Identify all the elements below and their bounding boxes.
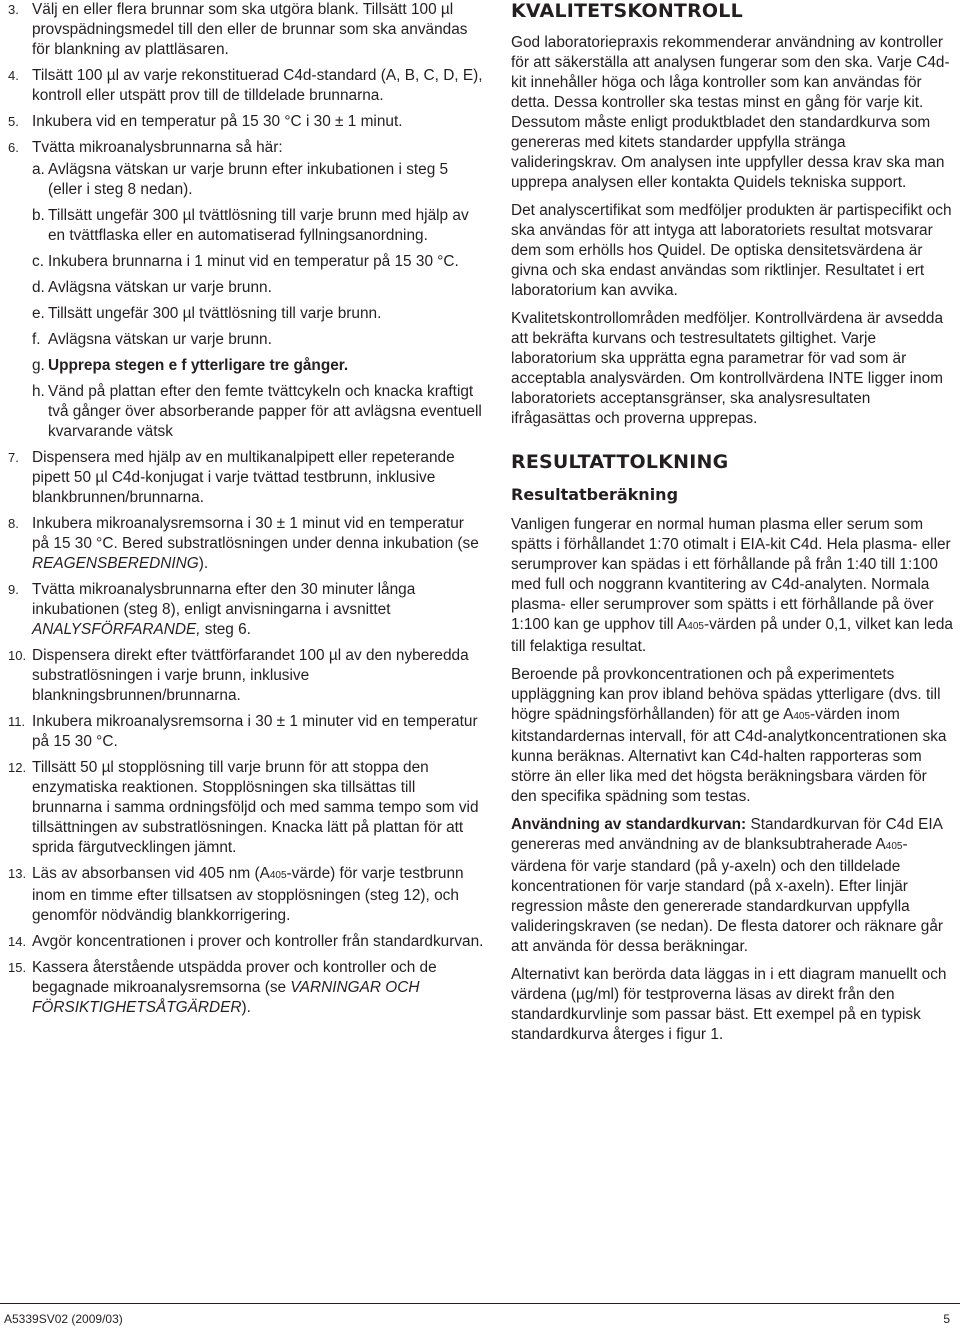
- substep-text: Tillsätt ungefär 300 µl tvättlösning till varje brunn.: [48, 305, 382, 322]
- subscript-405: 405: [885, 841, 903, 852]
- step-number: 3.: [8, 2, 19, 17]
- section-title-resultattolkning: RESULTATTOLKNING: [511, 451, 729, 473]
- step-6: [8, 138, 484, 158]
- step-14: [8, 932, 484, 952]
- step-text: Dispensera med hjälp av en multikanalpipett eller repeterande pipett 50 µl C4d-konjugat i varje tvättad testbrunn, inklusive blankbrunnen/brunnarna.: [32, 449, 455, 506]
- reference-analysforfarande: ANALYSFÖRFARANDE,: [32, 621, 201, 638]
- step-number: 15.: [8, 960, 27, 975]
- substep-letter: g.: [32, 357, 45, 374]
- result-paragraph-4: Alternativt kan berörda data läggas in i ett diagram manuellt och värdena (µg/ml) för testproverna läsas av direkt från den standardkurvlinje som passar bäst. Ett exempel på en typisk standardkurva återges i figur 1.: [511, 966, 947, 1043]
- step-number: 5.: [8, 114, 19, 129]
- paragraph-text-tail: -värden inom kitstandardernas intervall, för att C4d-analytkoncentrationen ska kunna beräknas. Alternativt kan C4d-halten rapporteras som större än eller lika med det högsta beräkningsbara värden för den specifika spädning som testas.: [511, 706, 947, 805]
- substep-letter: d.: [32, 279, 45, 296]
- step-13: [8, 864, 484, 926]
- step-text-tail: -värde) för varje testbrunn inom en timme efter tillsatsen av stopplösningen (steg 12), och genomför nödvändig blankkorrigering.: [32, 865, 464, 924]
- step-text-tail: ).: [241, 999, 251, 1016]
- footer-divider: [0, 1303, 960, 1304]
- substep-letter: a.: [32, 161, 45, 178]
- step-number: 14.: [8, 934, 27, 949]
- step-text: Välj en eller flera brunnar som ska utgöra blank. Tillsätt 100 µl provspädningsmedel till den eller de brunnar som ska användas för blankning av plattläsaren.: [32, 1, 468, 58]
- step-text-tail: ).: [198, 555, 209, 572]
- step-number: 9.: [8, 582, 19, 597]
- kvalitet-paragraph-2: Det analyscertifikat som medföljer produkten är partispecifikt och ska användas för att intyga att laboratoriets resultat motsvarar dem som erhölls hos Quidel. De optiska densitetsvärdena är givna och ska endast användas som riktlinjer. Resultatet i ert laboratorium kan avvika.: [511, 202, 952, 299]
- step-number: 13.: [8, 866, 27, 881]
- substep-text: Avlägsna vätskan ur varje brunn.: [48, 331, 272, 348]
- footer-document-code: A5339SV02 (2009/03): [4, 1312, 123, 1326]
- paragraph-lead-bold: Användning av standardkurvan:: [511, 816, 747, 833]
- substep-6h: [8, 382, 484, 442]
- step-4: [8, 66, 484, 106]
- step-number: 6.: [8, 140, 19, 155]
- step-10: [8, 646, 484, 706]
- substep-text: Avlägsna vätskan ur varje brunn efter inkubationen i steg 5 (eller i steg 8 nedan).: [48, 161, 449, 198]
- subscript-405: 405: [269, 870, 287, 881]
- step-text: Kassera återstående utspädda prover och kontroller och de begagnade mikroanalysremsorna (se: [32, 959, 437, 996]
- reference-reagensberedning: REAGENSBEREDNING: [32, 555, 199, 572]
- substep-letter: f.: [32, 331, 41, 348]
- paragraph-text-tail: -värdena för varje standard (på y-axeln) och den tilldelade koncentrationen för varje standard (på x-axeln). Efter linjär regression måste den genererade standardkurvan uppfylla valideringskraven (se nedan). De flesta datorer och räknare går att använda för dessa beräkningar.: [511, 836, 944, 955]
- substep-letter: h.: [32, 383, 45, 400]
- step-text: Tillsätt 50 µl stopplösning till varje brunn för att stoppa den enzymatiska reaktionen. Stopplösningen ska tillsättas till brunnarna i samma ordningsföljd och med samma tempo som vid tillsättningen av substratlösningen. Knacka lätt på plattan för att sprida färgutvecklingen jämnt.: [32, 759, 479, 856]
- substep-text: Tillsätt ungefär 300 µl tvättlösning till varje brunn med hjälp av en tvättflaska eller en automatiserad fyllningsanordning.: [48, 207, 469, 244]
- step-7: [8, 448, 484, 508]
- step-text: Tilsätt 100 µl av varje rekonstituerad C4d-standard (A, B, C, D, E), kontroll eller utspätt prov till de tilldelade brunnarna.: [32, 67, 483, 104]
- step-12: [8, 758, 484, 858]
- result-paragraph-3: [511, 815, 953, 957]
- substep-6b: [8, 206, 484, 246]
- step-11: [8, 712, 484, 752]
- section-title-kvalitetskontroll: KVALITETSKONTROLL: [511, 0, 743, 22]
- step-number: 4.: [8, 68, 19, 83]
- subscript-405: 405: [687, 621, 704, 632]
- reference-varningar: VARNINGAR OCH FÖRSIKTIGHETSÅTGÄRDER: [32, 979, 420, 1016]
- step-text: Läs av absorbansen vid 405 nm (A: [32, 865, 270, 882]
- paragraph-text-tail: -värden på under 0,1, vilket kan leda till felaktiga resultat.: [511, 616, 953, 655]
- substep-text: Inkubera brunnarna i 1 minut vid en temperatur på 15 30 °C.: [48, 253, 459, 270]
- paragraph-text: Standardkurvan för C4d EIA genereras med användning av de blanksubtraherade A: [511, 816, 943, 853]
- substep-6c: [8, 252, 484, 272]
- subscript-405: 405: [793, 711, 811, 722]
- step-number: 12.: [8, 760, 27, 775]
- step-8: [8, 514, 484, 574]
- step-text: Inkubera mikroanalysremsorna i 30 ± 1 minut vid en temperatur på 15 30 °C. Bered substratlösningen under denna inkubation (se: [32, 515, 479, 552]
- left-column: [8, 0, 484, 1024]
- step-text: Tvätta mikroanalysbrunnarna så här:: [32, 139, 283, 156]
- step-9: [8, 580, 484, 640]
- step-number: 10.: [8, 648, 27, 663]
- right-column: [511, 0, 953, 1053]
- subsection-title-resultatberakning: Resultatberäkning: [511, 485, 679, 504]
- substep-letter: e.: [32, 305, 45, 322]
- step-number: 8.: [8, 516, 19, 531]
- step-text: Avgör koncentrationen i prover och kontroller från standardkurvan.: [32, 933, 484, 950]
- step-number: 11.: [8, 714, 26, 729]
- substep-6g: [8, 356, 484, 376]
- substep-6d: [8, 278, 484, 298]
- step-15: [8, 958, 484, 1018]
- kvalitet-paragraph-1: God laboratoriepraxis rekommenderar användning av kontroller för att säkerställa att analysen fungerar som den ska. Varje C4d-kit innehåller höga och låga kontroller som kan användas för detta. Dessa kontroller ska testas minst en gång för varje kit. Dessutom måste enligt produktbladet den standardkurva som genereras med kitets standarder uppfylla stränga valideringskrav. Om analysen inte uppfyller dessa krav ska man upprepa analysen eller kontakta Quidels tekniska support.: [511, 34, 950, 191]
- step-5: [8, 112, 484, 132]
- paragraph-text: Beroende på provkoncentrationen och på experimentets uppläggning kan prov ibland behöva spädas ytterligare (dvs. till högre spädningsförhållanden) för att ge A: [511, 666, 941, 723]
- step-number: 7.: [8, 450, 19, 465]
- kvalitet-paragraph-3: Kvalitetskontrollområden medföljer. Kontrollvärdena är avsedda att bekräfta kurvans och testresultatets giltighet. Varje laboratorium ska upprätta egna parametrar för vad som är acceptabla analysvärden. Om kontrollvärdena INTE ligger inom laboratoriets acceptansgränser, ska analysresultaten ifrågasättas och proverna upprepas.: [511, 310, 944, 427]
- substep-text: Upprepa stegen e f ytterligare tre gånger.: [48, 357, 349, 374]
- step-text: Dispensera direkt efter tvättförfarandet 100 µl av den nyberedda substratlösningen i varje brunn, inklusive blankningsbrunnen/brunnarna.: [32, 647, 469, 704]
- paragraph-text: Vanligen fungerar en normal human plasma eller serum som spätts i förhållandet 1:70 otimalt i EIA-kit C4d. Hela plasma- eller serumprover kan spädas i ett förhållande på från 1:40 till 1:100 med full och noggrann kvantitering av C4d-analyten. Normala plasma- eller serumprover som spätts i ett förhållande på över 1:100 kan ge upphov till A: [511, 516, 951, 633]
- step-text: Inkubera vid en temperatur på 15 30 °C i 30 ± 1 minut.: [32, 113, 403, 130]
- substep-6a: [8, 160, 484, 200]
- result-paragraph-1: [511, 515, 953, 657]
- substep-6f: [8, 330, 484, 350]
- step-text: Tvätta mikroanalysbrunnarna efter den 30 minuter långa inkubationen (steg 8), enligt anvisningarna i avsnittet: [32, 581, 416, 618]
- step-3: [8, 0, 484, 60]
- substep-text: Avlägsna vätskan ur varje brunn.: [48, 279, 272, 296]
- substep-text: Vänd på plattan efter den femte tvättcykeln och knacka kraftigt två gånger över absorberande papper för att avlägsna eventuell kvarvarande vätsk: [48, 383, 482, 440]
- footer-page-number: 5: [943, 1312, 950, 1326]
- step-text-tail: steg 6.: [200, 621, 251, 638]
- substep-letter: b.: [32, 207, 45, 224]
- result-paragraph-2: [511, 665, 953, 807]
- substep-6e: [8, 304, 484, 324]
- substep-letter: c.: [32, 253, 44, 270]
- step-text: Inkubera mikroanalysremsorna i 30 ± 1 minuter vid en temperatur på 15 30 °C.: [32, 713, 478, 750]
